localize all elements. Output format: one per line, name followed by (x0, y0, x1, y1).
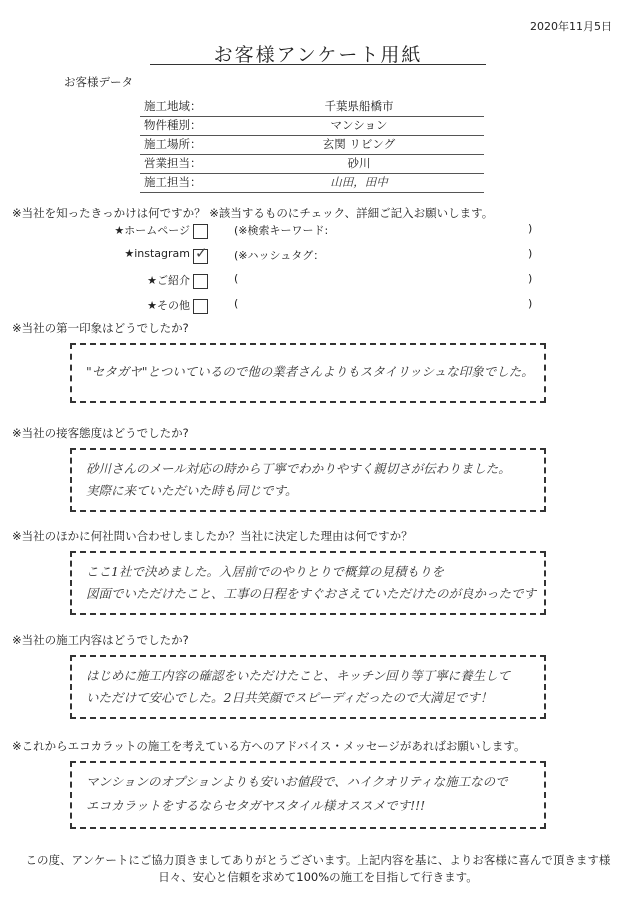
question-first-impression: ※当社の第一印象はどうでしたか? (12, 321, 189, 335)
option-label: ★ご紹介 (147, 274, 190, 287)
question-advice: ※これからエコカラットの施工を考えている方へのアドバイス・メッセージがあればお願いします。 (12, 739, 526, 753)
checkbox-instagram[interactable] (193, 244, 208, 264)
option-homepage (70, 222, 550, 242)
customer-row-installer (140, 174, 484, 193)
survey-date: 2020年11月5日 (530, 20, 612, 33)
answer-service-attitude (70, 448, 546, 512)
title-underline (150, 64, 486, 65)
answer-line: "セタガヤ"とついているので他の業者さんよりもスタイリッシュな印象でした。 (86, 364, 534, 379)
answer-work-quality (70, 655, 546, 719)
question-work-quality: ※当社の施工内容はどうでしたか? (12, 633, 189, 647)
checkbox-referral[interactable] (193, 274, 208, 289)
footer-message-line1: この度、アンケートにご協力頂きましてありがとうございます。上記内容を基に、よりお客様に喜んで頂きます様 (25, 853, 611, 867)
footer-message-line2: 日々、安心と信頼を求めて100%の施工を目指して行きます。 (158, 870, 478, 884)
answer-line: ここ1社で決めました。入居前でのやりとりで概算の見積もりを (86, 564, 444, 579)
answer-line: 図面でいただけたこと、工事の日程をすぐおさえていただけたのが良かったです (86, 586, 537, 601)
option-instagram (70, 244, 550, 267)
answer-reason (70, 551, 546, 615)
question-reason: ※当社のほかに何社問い合わせしましたか？当社に決定した理由は何ですか？ (12, 529, 413, 543)
customer-row-property (140, 117, 484, 136)
answer-line: エコカラットをするならセタガヤスタイル様オススメです!!! (86, 798, 426, 813)
answer-first-impression (70, 343, 546, 403)
answer-line: マンションのオプションよりも安いお値段で、ハイクオリティな施工なので (86, 774, 508, 789)
option-close-paren: ) (528, 297, 533, 310)
option-close-paren: ) (528, 272, 533, 285)
option-detail: ( (234, 297, 239, 310)
customer-data-heading: お客様データ (64, 75, 133, 89)
option-label: ★instagram (124, 247, 190, 260)
answer-line: いただけて安心でした。2日共笑顔でスピーディだったので大満足です！ (86, 690, 493, 705)
option-detail: (※ハッシュタグ： (234, 249, 325, 262)
row-label: 物件種別： (144, 118, 202, 132)
row-value: マンション (330, 118, 388, 132)
row-value: 砂川 (347, 156, 371, 170)
row-label: 施工担当： (144, 175, 202, 189)
row-value: 山田，田中 (330, 175, 388, 189)
option-label: ★ホームページ (114, 224, 190, 237)
option-other (70, 297, 550, 317)
row-value: 千葉県船橋市 (324, 99, 394, 113)
answer-advice (70, 761, 546, 829)
checkbox-other[interactable] (193, 299, 208, 314)
row-label: 施工場所： (144, 137, 202, 151)
check-mark-icon: ✓ (195, 244, 208, 262)
row-value: 玄関 リビング (322, 137, 396, 151)
answer-line: 実際に来ていただいた時も同じです。 (86, 483, 298, 498)
page-title: お客様アンケート用紙 (213, 44, 423, 66)
question-how-found: ※当社を知ったきっかけは何ですか？ ※該当するものにチェック、詳細ご記入お願いします。 (12, 206, 494, 220)
option-label: ★その他 (147, 299, 190, 312)
option-detail: ( (234, 272, 239, 285)
option-close-paren: ) (528, 247, 533, 260)
option-referral (70, 272, 550, 292)
option-detail: (※検索キーワード: (234, 224, 329, 237)
answer-line: 砂川さんのメール対応の時から丁寧でわかりやすく親切さが伝わりました。 (86, 461, 511, 476)
row-label: 営業担当： (144, 156, 202, 170)
question-service-attitude: ※当社の接客態度はどうでしたか? (12, 426, 189, 440)
customer-row-area (140, 98, 484, 117)
option-close-paren: ) (528, 222, 533, 235)
row-label: 施工地域： (144, 99, 202, 113)
customer-row-sales (140, 155, 484, 174)
customer-row-location (140, 136, 484, 155)
checkbox-homepage[interactable] (193, 224, 208, 239)
answer-line: はじめに施工内容の確認をいただけたこと、キッチン回り等丁寧に養生して (86, 668, 511, 683)
